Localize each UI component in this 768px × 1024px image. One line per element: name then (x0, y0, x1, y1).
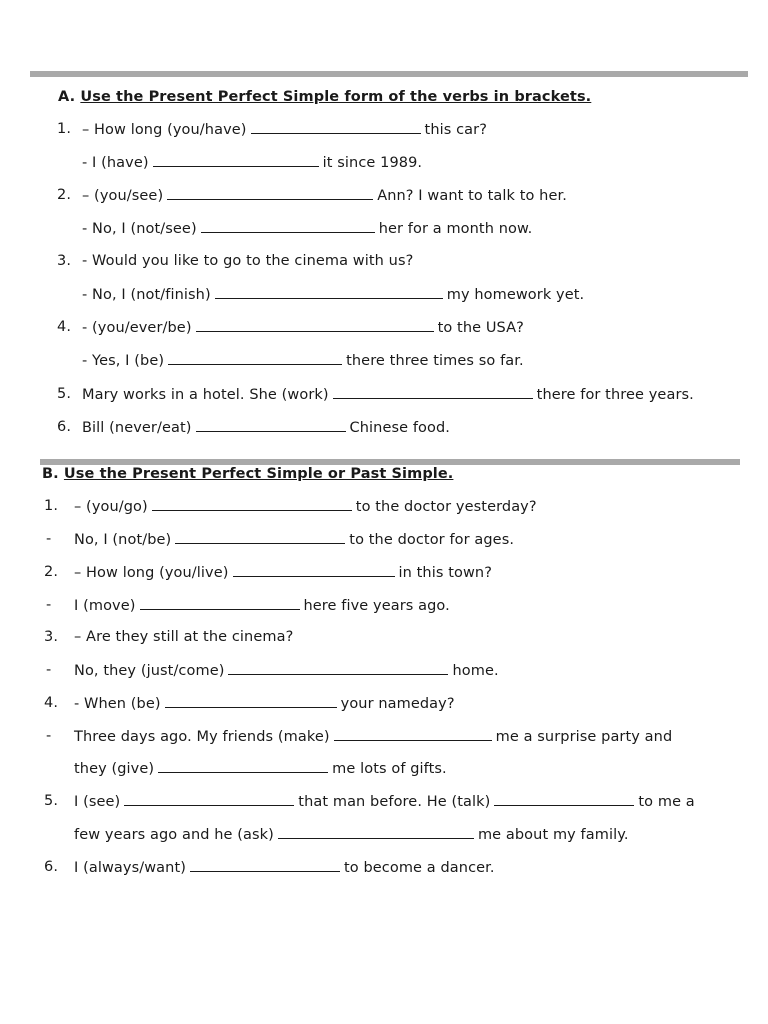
prompt-text: - No, I (not/see) (82, 221, 197, 237)
answer-blank[interactable] (140, 595, 300, 610)
answer-blank[interactable] (153, 152, 319, 167)
answer-blank[interactable] (175, 529, 345, 544)
answer-blank[interactable] (228, 660, 448, 675)
answer-blank[interactable] (158, 758, 328, 773)
prompt-tail: me a surprise party and (495, 729, 673, 745)
prompt-tail: there for three years. (536, 387, 694, 403)
prompt-text: - Would you like to go to the cinema with us? (82, 253, 414, 269)
divider-top (30, 71, 748, 77)
prompt-middle: that man before. He (talk) (298, 794, 491, 810)
prompt-text: No, I (not/be) (74, 532, 172, 548)
item-number: 5. (44, 793, 59, 809)
prompt-text: - I (have) (82, 155, 149, 171)
prompt-text: – How long (you/have) (82, 122, 247, 138)
answer-blank[interactable] (278, 824, 474, 839)
item-number: 4. (44, 695, 59, 711)
item-marker: - (46, 662, 52, 678)
prompt-tail: to become a dancer. (344, 860, 495, 876)
answer-blank[interactable] (215, 284, 443, 299)
answer-blank[interactable] (190, 857, 340, 872)
prompt-tail: me about my family. (477, 827, 629, 843)
answer-blank[interactable] (201, 218, 375, 233)
section-b-letter: B. (42, 466, 59, 482)
prompt-tail: it since 1989. (322, 155, 423, 171)
item-number: 3. (57, 253, 72, 269)
answer-blank[interactable] (196, 417, 346, 432)
item-number: 4. (57, 319, 72, 335)
prompt-tail: Chinese food. (349, 420, 451, 436)
prompt-tail: home. (452, 663, 499, 679)
answer-blank[interactable] (494, 791, 634, 806)
item-marker: - (46, 531, 52, 547)
section-b-heading (42, 464, 453, 484)
prompt-tail: to the USA? (437, 320, 524, 336)
prompt-text: they (give) (74, 761, 155, 777)
item-number: 5. (57, 386, 72, 402)
prompt-text: - No, I (not/finish) (82, 287, 211, 303)
prompt-tail: me lots of gifts. (332, 761, 447, 777)
prompt-text: I (always/want) (74, 860, 186, 876)
prompt-text: - Yes, I (be) (82, 353, 165, 369)
prompt-tail: to me a (638, 794, 695, 810)
item-number: 6. (44, 859, 59, 875)
prompt-text: - When (be) (74, 696, 161, 712)
prompt-text: Three days ago. My friends (make) (74, 729, 330, 745)
section-a-heading (58, 87, 591, 107)
prompt-tail: to the doctor yesterday? (355, 499, 537, 515)
prompt-text: Bill (never/eat) (82, 420, 192, 436)
prompt-tail: here five years ago. (303, 598, 450, 614)
answer-blank[interactable] (124, 791, 294, 806)
prompt-text: No, they (just/come) (74, 663, 225, 679)
prompt-text: – Are they still at the cinema? (74, 629, 294, 645)
item-marker: - (46, 597, 52, 613)
prompt-tail: this car? (424, 122, 488, 138)
answer-blank[interactable] (152, 496, 352, 511)
prompt-tail: there three times so far. (346, 353, 524, 369)
prompt-tail: in this town? (398, 565, 493, 581)
answer-blank[interactable] (333, 384, 533, 399)
answer-blank[interactable] (251, 119, 421, 134)
prompt-tail: my homework yet. (446, 287, 585, 303)
prompt-text: few years ago and he (ask) (74, 827, 274, 843)
section-b-title: Use the Present Perfect Simple or Past Simple. (63, 466, 454, 482)
prompt-text: – (you/go) (74, 499, 148, 515)
prompt-text: – (you/see) (82, 188, 164, 204)
section-a-letter: A. (58, 89, 76, 105)
prompt-text: I (move) (74, 598, 136, 614)
item-number: 6. (57, 419, 72, 435)
item-marker: - (46, 728, 52, 744)
answer-blank[interactable] (233, 562, 395, 577)
answer-blank[interactable] (334, 726, 492, 741)
answer-blank[interactable] (165, 693, 337, 708)
prompt-text: Mary works in a hotel. She (work) (82, 387, 329, 403)
item-number: 2. (44, 564, 59, 580)
item-number: 3. (44, 629, 59, 645)
item-number: 1. (57, 121, 72, 137)
prompt-tail: your nameday? (340, 696, 455, 712)
item-number: 2. (57, 187, 72, 203)
prompt-tail: to the doctor for ages. (349, 532, 515, 548)
prompt-text: I (see) (74, 794, 121, 810)
section-a-title: Use the Present Perfect Simple form of the verbs in brackets. (80, 89, 592, 105)
answer-blank[interactable] (167, 185, 373, 200)
answer-blank[interactable] (168, 350, 342, 365)
prompt-tail: her for a month now. (378, 221, 533, 237)
answer-blank[interactable] (196, 317, 434, 332)
prompt-text: - (you/ever/be) (82, 320, 192, 336)
prompt-tail: Ann? I want to talk to her. (377, 188, 567, 204)
item-number: 1. (44, 498, 59, 514)
prompt-text: – How long (you/live) (74, 565, 229, 581)
